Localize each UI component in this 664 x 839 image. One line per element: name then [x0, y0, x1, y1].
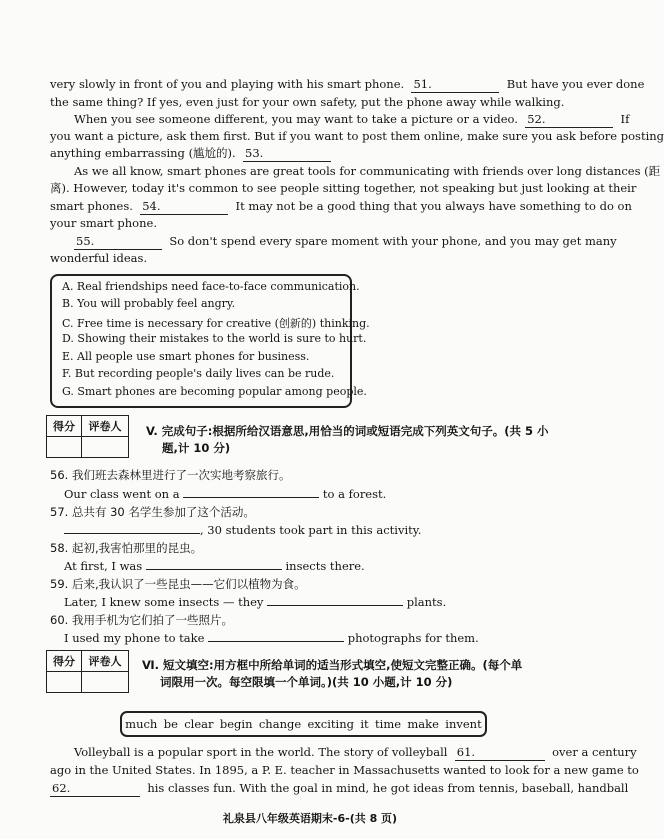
- score-cell[interactable]: [47, 437, 82, 458]
- word-bank-item: invent: [445, 717, 482, 731]
- passage-line: anything embarrassing (尴尬的). 53.: [50, 145, 560, 162]
- passage-line: you want a picture, ask them first. But if you want to post them online, make sure you ask before posting: [50, 129, 664, 143]
- passage-line: When you see someone different, you may want to take a picture or a video. 52. If: [74, 112, 630, 126]
- word-bank-item: be: [163, 717, 178, 731]
- word-bank-item: it: [360, 717, 369, 731]
- page-footer: 礼泉县八年级英语期末-6-(共 8 页): [222, 812, 398, 825]
- grader-cell[interactable]: [82, 437, 129, 458]
- answer-56: Our class went on a to a forest.: [64, 487, 387, 501]
- answer-57: , 30 students took part in this activity.: [64, 522, 560, 538]
- word-bank-item: exciting: [307, 717, 354, 731]
- answer-blank-61[interactable]: 61.: [455, 744, 545, 761]
- word-bank-item: much: [125, 717, 158, 731]
- passage-line: ago in the United States. In 1895, a P. E. teacher in Massachusetts wanted to look for a new game to: [50, 763, 639, 777]
- passage-line: very slowly in front of you and playing with his smart phone. 51. But have you ever done: [50, 77, 645, 91]
- answer-blank-55[interactable]: 55.: [74, 233, 162, 250]
- word-bank-box: [120, 711, 487, 737]
- answer-blank-51[interactable]: 51.: [411, 76, 499, 93]
- passage-line: 55. So don't spend every spare moment with your phone, and you may get many: [76, 234, 617, 248]
- word-bank-item: change: [258, 717, 302, 731]
- answer-blank-60[interactable]: [208, 641, 344, 642]
- answer-blank-56[interactable]: [183, 497, 319, 498]
- passage-line: your smart phone.: [50, 216, 157, 230]
- score-table: [46, 650, 129, 693]
- answer-blank-53[interactable]: 53.: [243, 145, 331, 162]
- grader-header: 评卷人: [82, 651, 129, 672]
- option-a: A. Real friendships need face-to-face communication.: [62, 280, 360, 293]
- score-cell[interactable]: [47, 672, 82, 693]
- option-c: C. Free time is necessary for creative (创新的) thinking.: [62, 317, 370, 330]
- passage-line: wonderful ideas.: [50, 251, 148, 265]
- answer-60: I used my phone to take photographs for them.: [64, 631, 479, 645]
- passage-line: Volleyball is a popular sport in the world. The story of volleyball 61. over a century: [74, 745, 637, 759]
- answer-blank-58[interactable]: [146, 569, 282, 570]
- word-bank-item: time: [375, 717, 402, 731]
- option-b: B. You will probably feel angry.: [62, 297, 236, 310]
- question-58: 58. 起初,我害怕那里的昆虫。: [50, 541, 203, 555]
- answer-blank-52[interactable]: 52.: [525, 111, 613, 128]
- option-g: G. Smart phones are becoming popular among people.: [62, 385, 367, 398]
- score-header: 得分: [47, 651, 82, 672]
- answer-blank-62[interactable]: 62.: [50, 780, 140, 797]
- passage-line: smart phones. 54. It may not be a good thing that you always have something to do on: [50, 199, 632, 213]
- passage-line: 离). However, today it's common to see people sitting together, not speaking but just looking at their: [50, 181, 637, 195]
- word-bank-item: clear: [184, 717, 214, 731]
- question-59: 59. 后来,我认识了一些昆虫——它们以植物为食。: [50, 577, 306, 591]
- option-e: E. All people use smart phones for business.: [62, 350, 310, 363]
- options-box: [50, 274, 370, 408]
- answer-blank-54[interactable]: 54.: [140, 198, 228, 215]
- answer-blank-57[interactable]: [64, 533, 200, 534]
- score-table: [46, 415, 129, 458]
- passage-line: the same thing? If yes, even just for your own safety, put the phone away while walking.: [50, 95, 565, 109]
- option-d: D. Showing their mistakes to the world is sure to hurt.: [62, 332, 367, 345]
- answer-58: At first, I was insects there.: [64, 559, 365, 573]
- question-57: 57. 总共有 30 名学生参加了这个活动。: [50, 505, 255, 519]
- score-header: 得分: [47, 416, 82, 437]
- word-bank-item: make: [407, 717, 439, 731]
- question-56: 56. 我们班去森林里进行了一次实地考察旅行。: [50, 468, 291, 482]
- grader-cell[interactable]: [82, 672, 129, 693]
- passage-line: 62. his classes fun. With the goal in mind, he got ideas from tennis, baseball, handball: [52, 781, 629, 795]
- option-f: F. But recording people's daily lives can be rude.: [62, 367, 335, 380]
- section-v-title: V. 完成句子:根据所给汉语意思,用恰当的词或短语完成下列英文句子。(共 5 小 题,计 10 分): [146, 424, 549, 455]
- answer-blank-59[interactable]: [267, 605, 403, 606]
- passage-line: As we all know, smart phones are great tools for communicating with friends over long distances (距: [74, 164, 661, 178]
- word-bank-item: begin: [219, 717, 253, 731]
- answer-59: Later, I knew some insects — they plants.: [64, 595, 447, 609]
- section-vi-title: Ⅵ. 短文填空:用方框中所给单词的适当形式填空,使短文完整正确。(每个单 词限用一次。每空限填一个单词。)(共 10 小题,计 10 分): [142, 658, 523, 689]
- question-60: 60. 我用手机为它们拍了一些照片。: [50, 613, 233, 627]
- grader-header: 评卷人: [82, 416, 129, 437]
